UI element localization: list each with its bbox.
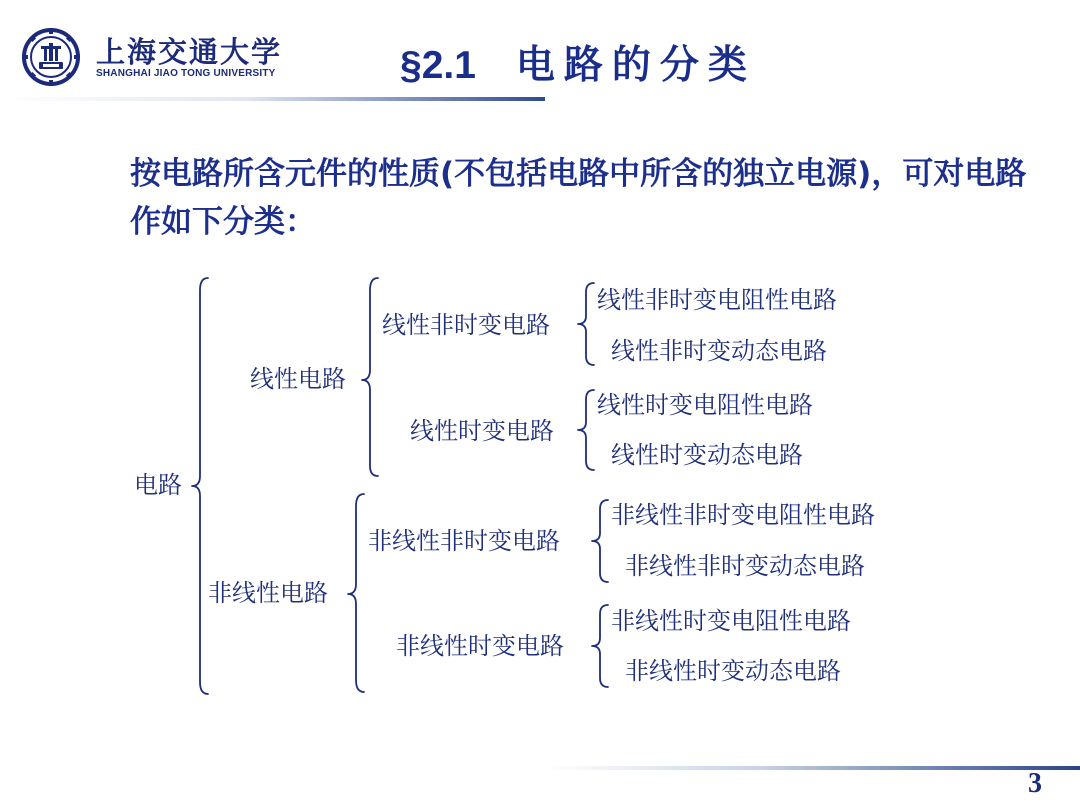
brace-linear-tvar xyxy=(578,390,594,470)
brace-nonlinear-tinv xyxy=(592,500,608,582)
brace-root xyxy=(192,278,208,694)
node-linear-tvar-resistive: 线性时变电阻性电路 xyxy=(597,391,813,419)
brace-nonlinear-tvar xyxy=(592,605,608,687)
node-nonlinear-tinv-resistive: 非线性非时变电阻性电路 xyxy=(611,501,875,529)
node-nonlinear-tvar-dynamic: 非线性时变动态电路 xyxy=(625,657,841,685)
node-linear-tvar: 线性时变电路 xyxy=(410,417,554,445)
node-linear-tvar-dynamic: 线性时变动态电路 xyxy=(611,441,803,469)
brace-linear xyxy=(362,278,378,476)
page-number: 3 xyxy=(1028,768,1042,799)
university-name-en: SHANGHAI JIAO TONG UNIVERSITY xyxy=(96,68,276,79)
brace-nonlinear xyxy=(348,494,364,692)
node-linear: 线性电路 xyxy=(250,365,346,393)
node-linear-tinv-resistive: 线性非时变电阻性电路 xyxy=(597,286,837,314)
node-nonlinear: 非线性电路 xyxy=(208,579,328,607)
node-nonlinear-tinv: 非线性非时变电路 xyxy=(368,527,560,555)
section-number: §2.1 xyxy=(400,44,476,87)
intro-paragraph: 按电路所含元件的性质(不包括电路中所含的独立电源)，可对电路作如下分类： xyxy=(130,156,1027,240)
node-root: 电路 xyxy=(134,471,182,499)
node-linear-tinv-dynamic: 线性非时变动态电路 xyxy=(611,337,827,365)
node-nonlinear-tvar-resistive: 非线性时变电阻性电路 xyxy=(611,607,851,635)
node-linear-tinv: 线性非时变电路 xyxy=(382,311,550,339)
section-title: 电路的分类 xyxy=(515,44,756,87)
node-nonlinear-tvar: 非线性时变电路 xyxy=(396,632,564,660)
node-nonlinear-tinv-dynamic: 非线性非时变动态电路 xyxy=(625,552,865,580)
university-name-cn: 上海交通大学 xyxy=(96,35,283,69)
footer-divider xyxy=(545,766,1080,770)
brace-linear-tinv xyxy=(578,283,594,365)
